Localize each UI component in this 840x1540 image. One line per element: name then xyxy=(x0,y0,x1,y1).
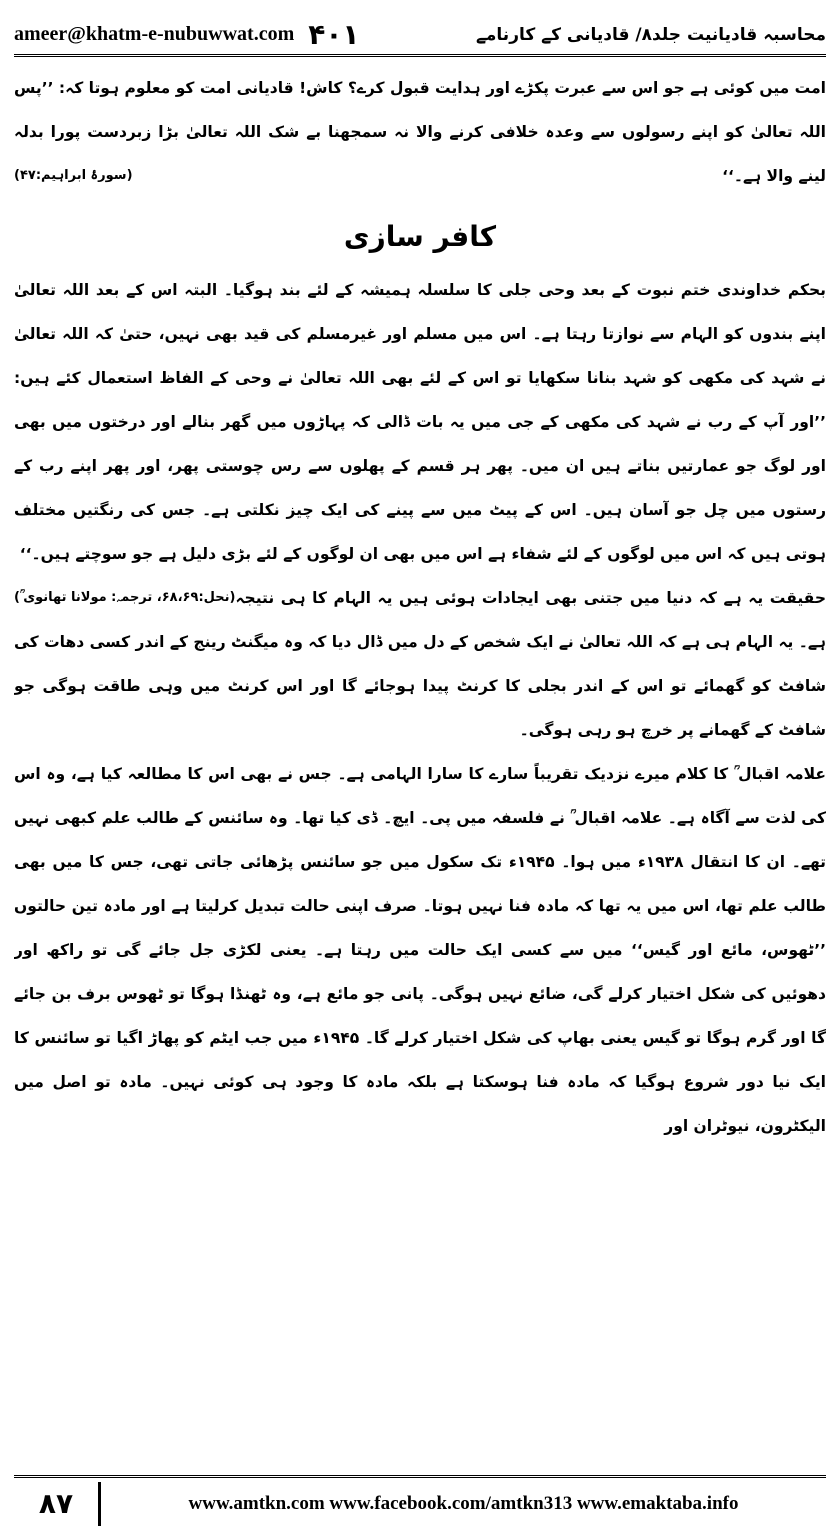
paragraph-text: حقیقت یہ ہے کہ دنیا میں جتنی بھی ایجادات ہوئی ہیں یہ الہام کا ہی نتیجہ ہے۔ یہ الہام ہی ہے کہ اللہ تعالیٰ نے ایک شخص کے دل میں ڈال دیا کہ وہ میگنٹ رینج کے اندر کسی دھات کی شافٹ کو گھمائے تو اس کے اندر بجلی کا کرنٹ پیدا ہوجائے گا اور اس کرنٹ میں وہی طاقت ہوگی جو شافٹ کے گھمانے پر خرچ ہو رہی ہوگی۔ xyxy=(14,589,826,739)
header-left xyxy=(14,18,360,51)
header-page-number: ۴۰۱ xyxy=(308,17,360,51)
intro-paragraph xyxy=(14,66,826,198)
page-header xyxy=(14,14,826,57)
section-heading: کافر سازی xyxy=(343,220,497,253)
paragraph-text: بحکم خداوندی ختم نبوت کے بعد وحی جلی کا سلسلہ ہمیشہ کے لئے بند ہوگیا۔ البتہ اس کے بعد اللہ تعالیٰ اپنے بندوں کو الہام سے نوازتا رہتا ہے۔ اس میں مسلم اور غیرمسلم کی قید بھی نہیں، حتیٰ کہ اللہ تعالیٰ نے شہد کی مکھی کو شہد بنانا سکھایا تو اس کے لئے بھی اللہ تعالیٰ نے وحی کے الفاظ استعمال کئے ہیں: ’’اور آپ کے رب نے شہد کی مکھی کے جی میں یہ بات ڈالی کہ پہاڑوں میں گھر بنالے اور درختوں میں بھی اور لوگ جو عمارتیں بناتے ہیں ان میں۔ پھر ہر قسم کے پھلوں سے رس چوستی پھر، اور پھر اپنے رب کے رستوں میں چل جو آسان ہیں۔ اس کے پیٹ میں سے پینے کی ایک چیز نکلتی ہے۔ جس کی رنگتیں مختلف ہوتی ہیں کہ اس میں لوگوں کے لئے شفاء ہے اس میں بھی ان لوگوں کے لئے بڑی دلیل ہے جو سوچتے ہیں۔‘‘ xyxy=(14,281,826,563)
header-title: محاسبہ قادیانیت جلد۸/ قادیانی کے کارنامے xyxy=(475,24,826,45)
paragraph-text: علامہ اقبال ؒ کا کلام میرے نزدیک تقریباً سارے کا سارا الہامی ہے۔ جس نے بھی اس کا مطالعہ کیا ہے، وہ اس کی لذت سے آگاہ ہے۔ علامہ اقبال ؒ نے فلسفہ میں پی۔ ایچ۔ ڈی کیا تھا۔ وہ سائنس کے طالب علم کبھی نہیں تھے۔ ان کا انتقال ۱۹۳۸ء میں ہوا۔ ۱۹۴۵ء تک سکول میں جو سائنس پڑھائی جاتی تھی، جس کا میں بھی طالب علم تھا، اس میں یہ تھا کہ مادہ فنا نہیں ہوتا۔ صرف اپنی حالت تبدیل کرلیتا ہے اور مادہ تین حالتوں ’’ٹھوس، مائع اور گیس‘‘ میں سے کسی ایک حالت میں رہتا ہے۔ یعنی لکڑی جل جائے گی تو راکھ اور دھوئیں کی شکل اختیار کرلے گی، ضائع نہیں ہوگی۔ پانی جو مائع ہے، وہ ٹھنڈا ہوگا تو ٹھوس برف بن جائے گا اور گرم ہوگا تو گیس یعنی بھاپ کی شکل اختیار کرلے گا۔ ۱۹۴۵ء میں جب ایٹم کو پھاڑ اگیا تو سائنس کا ایک نیا دور شروع ہوگیا کہ مادہ فنا ہوسکتا ہے بلکہ مادہ کا وجود ہی کوئی نہیں۔ مادہ تو اصل میں الیکٹرون، نیوٹران اور xyxy=(14,765,826,1135)
paragraph-3 xyxy=(14,752,826,1148)
intro-text: امت میں کوئی ہے جو اس سے عبرت پکڑے اور ہدایت قبول کرے؟ کاش! قادیانی امت کو معلوم ہوتا کہ: ’’پس اللہ تعالیٰ کو اپنے رسولوں سے وعدہ خلافی کرنے والا نہ سمجھنا بے شک اللہ تعالیٰ بڑا زبردست پورا بدلہ لینے والا ہے۔‘‘ xyxy=(14,79,826,185)
footer-page-number: ۸۷ xyxy=(14,1482,101,1526)
paragraph-1 xyxy=(14,268,826,605)
paragraph-reference: (نحل:۶۸،۶۹، ترجمہ: مولانا تھانوی ؒ) xyxy=(14,590,236,605)
header-email: ameer@khatm-e-nubuwwat.com xyxy=(14,22,295,45)
page-content xyxy=(14,66,826,1466)
page-footer xyxy=(14,1475,826,1530)
footer-links: www.amtkn.com www.facebook.com/amtkn313 www.emaktaba.info xyxy=(188,1493,739,1514)
intro-reference: (سورۂ ابراہیم:۴۷) xyxy=(14,168,133,183)
